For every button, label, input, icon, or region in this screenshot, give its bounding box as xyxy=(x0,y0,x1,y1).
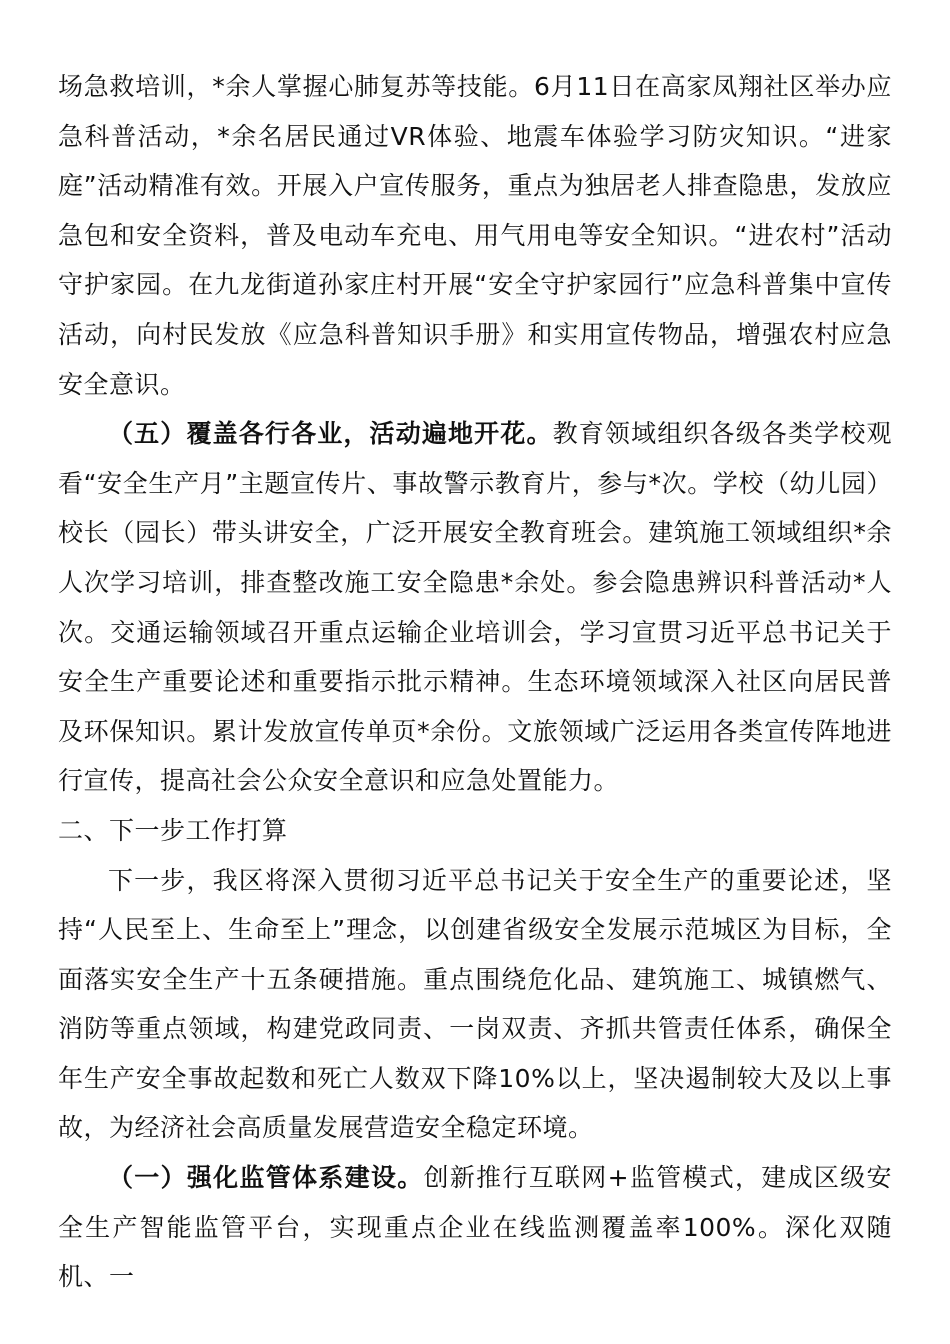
heading-text: 二、下一步工作打算 xyxy=(58,815,288,845)
paragraph-next-steps xyxy=(58,856,892,1154)
paragraph-text: 场急救培训，*余人掌握心肺复苏等技能。6月11日在高家凤翔社区举办应急科普活动，*余名居民通过VR体验、地震车体验学习防灾知识。“进家庭”活动精准有效。开展入户宣传服务，重点为独居老人排查隐患，发放应急包和安全资料，普及电动车充电、用气用电等安全知识。“进农村”活动守护家园。在九龙街道孙家庄村开展“安全守护家园行”应急科普集中宣传活动，向村民发放《应急科普知识手册》和实用宣传物品，增强农村应急安全意识。 xyxy=(58,72,892,399)
section-two-heading xyxy=(58,806,892,856)
paragraph-text: 下一步，我区将深入贯彻习近平总书记关于安全生产的重要论述，坚持“人民至上、生命至上”理念，以创建省级安全发展示范城区为目标，全面落实安全生产十五条硬措施。重点围绕危化品、建筑施工、城镇燃气、消防等重点领域，构建党政同责、一岗双责、齐抓共管责任体系，确保全年生产安全事故起数和死亡人数双下降10%以上，坚决遏制较大及以上事故，为经济社会高质量发展营造安全稳定环境。 xyxy=(58,865,892,1143)
paragraph-continued xyxy=(58,62,892,409)
document-body xyxy=(58,62,892,1302)
paragraph-text: 创新推行互联网+监管模式，建成区级安全生产智能监管平台，实现重点企业在线监测覆盖率100%。深化双随机、一 xyxy=(58,1163,892,1292)
paragraph-subsection-one xyxy=(58,1153,892,1302)
paragraph-section-five xyxy=(58,409,892,806)
paragraph-text: 教育领域组织各级各类学校观看“安全生产月”主题宣传片、事故警示教育片，参与*次。学校（幼儿园）校长（园长）带头讲安全，广泛开展安全教育班会。建筑施工领域组织*余人次学习培训，排查整改施工安全隐患*余处。参会隐患辨识科普活动*人次。交通运输领域召开重点运输企业培训会，学习宣贯习近平总书记关于安全生产重要论述和重要指示批示精神。生态环境领域深入社区向居民普及环保知识。累计发放宣传单页*余份。文旅领域广泛运用各类宣传阵地进行宣传，提高社会公众安全意识和应急处置能力。 xyxy=(58,419,892,796)
subsection-one-heading: （一）强化监管体系建设。 xyxy=(108,1163,424,1193)
section-five-heading: （五）覆盖各行各业，活动遍地开花。 xyxy=(108,419,553,449)
